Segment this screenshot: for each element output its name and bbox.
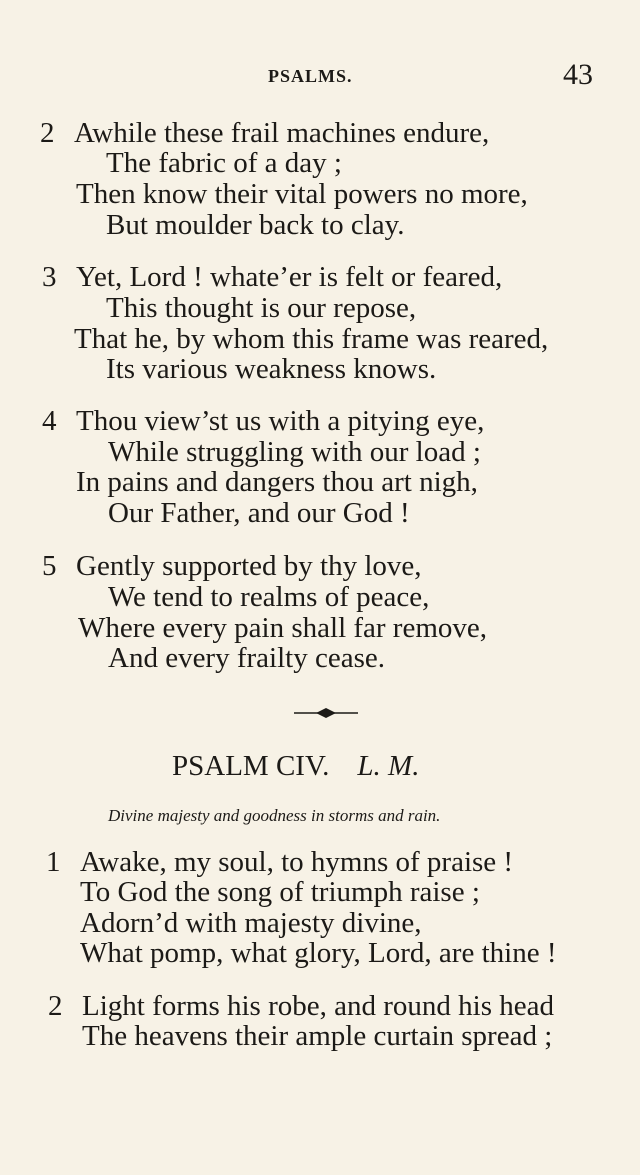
stanza-number: 1	[46, 846, 61, 878]
verse-line: The heavens their ample curtain spread ;	[82, 1020, 553, 1052]
page-number: 43	[563, 58, 593, 91]
verse-line: Awhile these frail machines endure,	[74, 117, 490, 149]
verse-line: Adorn’d with majesty divine,	[80, 907, 422, 939]
verse-line: Gently supported by thy love,	[76, 550, 422, 582]
verse-line: And every frailty cease.	[108, 642, 385, 674]
verse-line: This thought is our repose,	[106, 292, 417, 324]
verse-line: We tend to realms of peace,	[108, 581, 430, 613]
verse-line: Where every pain shall far remove,	[78, 612, 488, 644]
verse-line: What pomp, what glory, Lord, are thine !	[80, 937, 557, 969]
verse-line: The fabric of a day ;	[106, 147, 342, 179]
verse-line: Yet, Lord ! whate’er is felt or feared,	[76, 261, 503, 293]
ornament-divider-icon	[292, 706, 360, 720]
verse-line: To God the song of triumph raise ;	[80, 876, 480, 908]
verse-line: That he, by whom this frame was reared,	[74, 323, 549, 355]
verse-line: Light forms his robe, and round his head	[82, 990, 554, 1022]
verse-line: Thou view’st us with a pitying eye,	[76, 405, 485, 437]
psalm-number: PSALM CIV.	[172, 750, 330, 782]
running-title: PSALMS.	[268, 66, 353, 86]
psalm-argument: Divine majesty and goodness in storms and rain.	[108, 806, 441, 825]
verse-line: Our Father, and our God !	[108, 497, 410, 529]
stanza-number: 2	[40, 117, 55, 149]
verse-line: Then know their vital powers no more,	[76, 178, 528, 210]
verse-line: Awake, my soul, to hymns of praise !	[80, 846, 514, 878]
verse-line: In pains and dangers thou art nigh,	[76, 466, 478, 498]
stanza-number: 2	[48, 990, 63, 1022]
verse-line: But moulder back to clay.	[106, 209, 405, 241]
verse-line: Its various weakness knows.	[106, 353, 437, 385]
stanza-number: 5	[42, 550, 57, 582]
psalm-meter: L. M.	[357, 750, 420, 782]
stanza-number: 4	[42, 405, 57, 437]
verse-line: While struggling with our load ;	[108, 436, 481, 468]
stanza-number: 3	[42, 261, 57, 293]
psalm-title	[172, 750, 419, 783]
